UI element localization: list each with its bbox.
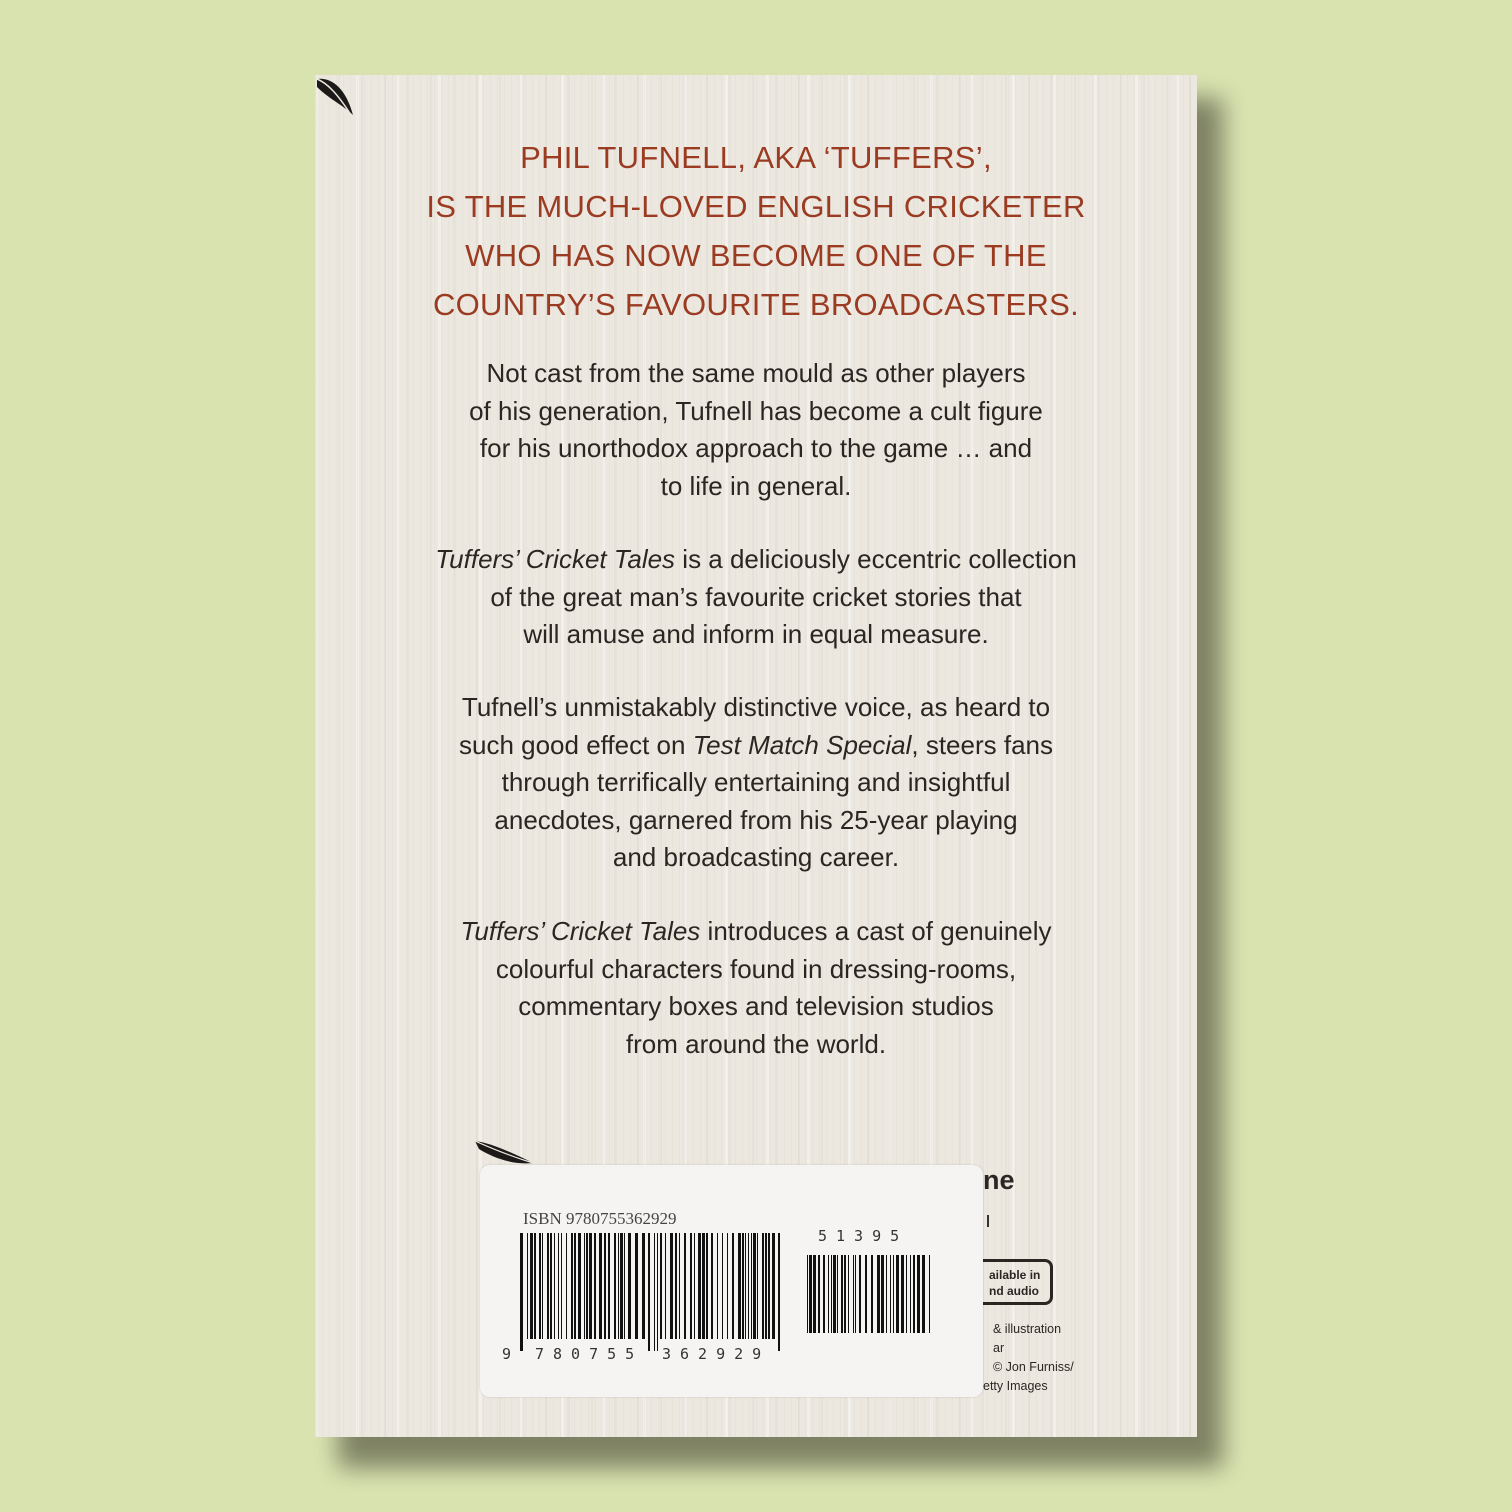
- barcode-bar: [753, 1233, 756, 1339]
- barcode-bar: [722, 1233, 723, 1339]
- blurb-line: anecdotes, garnered from his 25-year playing: [494, 804, 1018, 835]
- blurb-line: Not cast from the same mould as other players: [486, 358, 1026, 388]
- blurb-line: commentary boxes and television studios: [518, 991, 994, 1021]
- barcode-bar: [757, 1233, 758, 1339]
- publisher-mark: [987, 1215, 989, 1227]
- barcode-bar: [608, 1233, 610, 1339]
- barcode-bar: [893, 1255, 894, 1333]
- barcode-bar: [831, 1255, 832, 1333]
- book-back-cover: [315, 75, 1197, 1437]
- blurb-line: for his unorthodox approach to the game … and: [479, 433, 1033, 463]
- barcode-bar: [584, 1233, 585, 1339]
- barcode-bar: [654, 1233, 655, 1351]
- blurb-paragraph-4: [375, 913, 1137, 1063]
- barcode-bar: [768, 1233, 770, 1339]
- barcode-bar: [772, 1233, 775, 1339]
- barcode-bar: [574, 1233, 576, 1339]
- barcode-bar: [586, 1233, 588, 1339]
- barcode-bar: [550, 1233, 552, 1339]
- barcode-bar: [859, 1255, 861, 1333]
- barcode-bar: [841, 1255, 843, 1333]
- headline-line: COUNTRY’S FAVOURITE BROADCASTERS.: [432, 287, 1080, 322]
- barcode-bar: [881, 1255, 884, 1333]
- barcode-left-digits: 780755: [535, 1345, 644, 1363]
- headline: [375, 133, 1137, 329]
- barcode-bar: [571, 1233, 573, 1339]
- barcode-main: [520, 1233, 790, 1351]
- barcode-bar: [742, 1233, 744, 1339]
- barcode-bar: [910, 1255, 911, 1333]
- cover-credits: [980, 1320, 1074, 1396]
- barcode-bar: [542, 1233, 543, 1339]
- blurb-line-text: is a deliciously eccentric collection: [675, 544, 1077, 574]
- barcode-bar: [657, 1233, 658, 1351]
- barcode-bar: [906, 1255, 907, 1333]
- blurb-paragraph-2: [375, 541, 1137, 654]
- barcode-bar: [539, 1233, 541, 1339]
- blurb-line: and broadcasting career.: [612, 842, 900, 872]
- barcode-bar: [813, 1255, 816, 1333]
- barcode-bar: [599, 1233, 602, 1339]
- barcode-bar: [614, 1233, 616, 1339]
- blurb-line: [375, 541, 1137, 579]
- barcode-bar: [886, 1255, 887, 1333]
- blurb-line-text: , steers fans: [911, 729, 1054, 760]
- barcode-bar: [823, 1255, 825, 1333]
- book-title-italic: Tuffers’ Cricket Tales: [460, 916, 701, 946]
- barcode-bar: [871, 1255, 873, 1333]
- barcode-bar: [534, 1233, 536, 1339]
- barcode-bar: [527, 1233, 528, 1339]
- barcode-bar: [890, 1255, 891, 1333]
- barcode-bar: [702, 1233, 705, 1339]
- barcode-bar: [694, 1233, 695, 1339]
- barcode-bar: [833, 1255, 836, 1333]
- barcode-bar: [670, 1233, 673, 1339]
- barcode-bar: [684, 1233, 686, 1339]
- barcode-bar: [675, 1233, 677, 1339]
- barcode-bar: [913, 1255, 915, 1333]
- barcode-bar: [765, 1233, 767, 1339]
- barcode-bar: [589, 1233, 592, 1339]
- publisher-logo-fragment: ne: [983, 1165, 1015, 1195]
- barcode-bar: [554, 1233, 555, 1339]
- barcode-bar: [837, 1255, 838, 1333]
- barcode-bar: [738, 1233, 741, 1339]
- barcode-bar: [558, 1233, 559, 1339]
- headline-line: PHIL TUFNELL, AKA ‘TUFFERS’,: [520, 140, 992, 175]
- barcode-bar: [809, 1255, 812, 1333]
- blurb-line: [375, 913, 1137, 951]
- barcode-bar: [566, 1233, 567, 1339]
- audio-badge-line: ailable in: [989, 1268, 1041, 1282]
- barcode-bar: [711, 1233, 713, 1339]
- barcode-bar: [844, 1255, 846, 1333]
- barcode-bar: [547, 1233, 549, 1339]
- barcode-bar: [727, 1233, 728, 1339]
- barcode-bar: [745, 1233, 746, 1339]
- barcode-bar: [762, 1233, 764, 1339]
- blurb-line-text: such good effect on: [458, 729, 693, 760]
- blurb-line: Tufnell’s unmistakably distinctive voice, as heard to: [461, 692, 1051, 722]
- blurb-paragraph-1: [375, 355, 1137, 505]
- feather-icon: [315, 75, 357, 121]
- book-title-italic: Tuffers’ Cricket Tales: [435, 544, 676, 574]
- barcode-bar: [717, 1233, 718, 1339]
- barcode-addon: [807, 1255, 937, 1345]
- blurb-line: of his generation, Tufnell has become a cult figure: [469, 395, 1043, 426]
- barcode-bar: [620, 1233, 623, 1339]
- credit-line: © Jon Furniss/: [993, 1360, 1074, 1374]
- barcode-bar: [818, 1255, 820, 1333]
- barcode-bar: [648, 1233, 650, 1351]
- barcode-bar: [520, 1233, 523, 1351]
- isbn-text: ISBN 9780755362929: [523, 1209, 677, 1228]
- barcode-right-digits: 362929: [662, 1345, 771, 1363]
- barcode-addon-digits: 51395: [818, 1227, 909, 1245]
- audio-badge-line: nd audio: [989, 1284, 1039, 1298]
- blurb-line-text: introduces a cast of genuinely: [700, 916, 1052, 946]
- barcode-bar: [690, 1233, 692, 1339]
- barcode-bar: [778, 1233, 780, 1351]
- barcode-first-digit: 9: [502, 1345, 512, 1363]
- blurb-line: colourful characters found in dressing-rooms,: [495, 953, 1017, 984]
- barcode-bar: [698, 1233, 701, 1339]
- blurb-line: of the great man’s favourite cricket stories that: [490, 581, 1022, 612]
- barcode-bar: [848, 1255, 849, 1333]
- barcode-bar: [604, 1233, 606, 1339]
- headline-line: IS THE MUCH-LOVED ENGLISH CRICKETER: [426, 189, 1086, 224]
- barcode-sticker: [480, 1165, 983, 1397]
- barcode-bar: [922, 1255, 925, 1333]
- barcode-bar: [530, 1233, 533, 1339]
- barcode-bar: [855, 1255, 856, 1333]
- barcode-bar: [748, 1233, 749, 1339]
- credit-line: & illustration: [993, 1322, 1062, 1336]
- barcode-bar: [628, 1233, 631, 1339]
- barcode-bar: [635, 1233, 638, 1339]
- barcode-bar: [896, 1255, 899, 1333]
- credit-line: etty Images: [983, 1379, 1048, 1393]
- barcode-bar: [853, 1255, 854, 1333]
- barcode-bar: [594, 1233, 596, 1339]
- blurb-line: to life in general.: [660, 470, 852, 501]
- barcode-bar: [877, 1255, 880, 1333]
- barcode-bar: [929, 1255, 930, 1333]
- credit-line: ar: [993, 1341, 1005, 1355]
- audio-badge: [975, 1259, 1053, 1305]
- barcode-bar: [732, 1233, 734, 1339]
- blurb-line: from around the world.: [625, 1028, 887, 1059]
- barcode-bar: [901, 1255, 904, 1333]
- barcode-bar: [660, 1233, 662, 1339]
- headline-line: WHO HAS NOW BECOME ONE OF THE: [465, 238, 1047, 273]
- barcode-bar: [561, 1233, 562, 1339]
- barcode-bar: [751, 1233, 752, 1339]
- blurb-paragraph-3: [375, 689, 1137, 877]
- barcode-bar: [578, 1233, 581, 1339]
- barcode-bar: [706, 1233, 708, 1339]
- barcode-bar: [618, 1233, 619, 1339]
- blurb-line: will amuse and inform in equal measure.: [523, 619, 989, 649]
- barcode-bar: [917, 1255, 920, 1333]
- show-title-italic: Test Match Special: [692, 729, 912, 760]
- barcode-bar: [642, 1233, 645, 1339]
- barcode-bar: [665, 1233, 666, 1339]
- feather-icon: [473, 1139, 535, 1167]
- blurb-line: through terrifically entertaining and insightful: [501, 767, 1011, 797]
- barcode-bar: [679, 1233, 680, 1339]
- barcode-bar: [807, 1255, 808, 1333]
- barcode-bar: [624, 1233, 625, 1339]
- barcode-bar: [865, 1255, 867, 1333]
- barcode-bar: [828, 1255, 829, 1333]
- blurb-line: [375, 727, 1137, 765]
